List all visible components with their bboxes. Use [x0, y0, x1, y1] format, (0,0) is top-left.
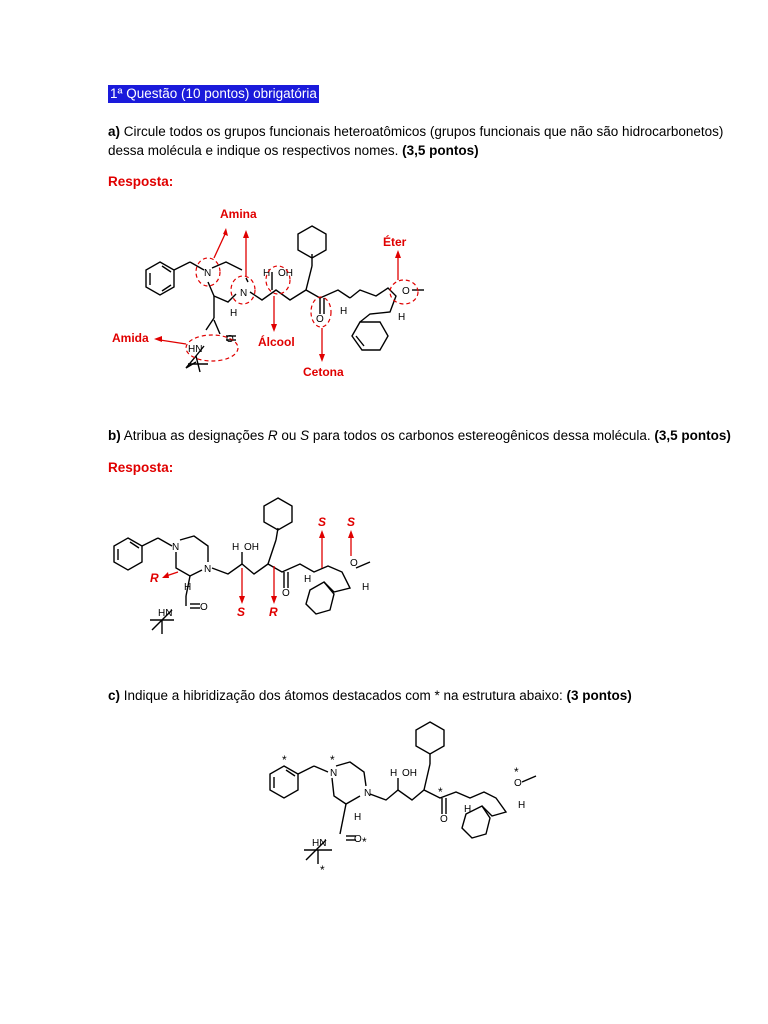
atom-c-h1: H	[390, 768, 398, 779]
molecule-c-bonds	[270, 722, 536, 864]
star-2: *	[330, 753, 335, 767]
part-b-text-pre: Atribua as designações	[120, 428, 268, 443]
atom-c-h4: H	[518, 800, 526, 811]
atom-b-o-ether: O	[350, 558, 358, 569]
label-eter: Éter	[383, 235, 407, 249]
atom-c-hn: HN	[312, 838, 327, 849]
atom-b-oh: OH	[244, 542, 259, 553]
atom-b-h3: H	[304, 574, 312, 585]
atom-b-hn: HN	[158, 608, 173, 619]
part-b-s: S	[300, 428, 310, 443]
atom-c-h3: H	[464, 804, 472, 815]
part-c-letter: c)	[108, 688, 121, 703]
label-amina: Amina	[220, 207, 257, 221]
atom-b-h1: H	[232, 542, 240, 553]
part-b-text-post: para todos os carbonos estereogênicos dessa molécula.	[309, 428, 655, 443]
part-b-points: (3,5 pontos)	[654, 428, 731, 443]
star-4: *	[514, 765, 519, 779]
atom-c-n2: N	[364, 788, 372, 799]
label-cetona: Cetona	[303, 365, 344, 379]
atom-b-h4: H	[362, 582, 370, 593]
atom-b-n2: N	[204, 564, 212, 575]
part-b-r: R	[267, 428, 278, 443]
atom-h2: H	[230, 308, 238, 319]
atom-c-o-amide: O	[354, 834, 362, 845]
part-a-resposta: Resposta:	[108, 174, 174, 189]
star-1: *	[282, 753, 287, 767]
atom-c-n1: N	[330, 768, 338, 779]
molecule-c-atoms	[312, 768, 525, 849]
atom-n1: N	[204, 268, 212, 279]
atom-b-n1: N	[172, 542, 180, 553]
atom-b-o-amide: O	[200, 602, 208, 613]
star-6: *	[320, 863, 325, 877]
cyclohexyl-ring-c	[416, 722, 444, 754]
part-c-points: (3 pontos)	[566, 688, 632, 703]
stereo-label-4: S	[318, 515, 327, 529]
atom-oh: OH	[278, 268, 293, 279]
atom-b-o-ketone: O	[282, 588, 290, 599]
part-b-resposta: Resposta:	[108, 460, 174, 475]
atom-c-oh: OH	[402, 768, 417, 779]
star-5: *	[362, 835, 367, 849]
label-alcool: Álcool	[258, 335, 295, 349]
atom-n2: N	[240, 288, 248, 299]
atom-o-ketone: O	[316, 314, 324, 325]
atom-h1: H	[263, 268, 271, 279]
stereo-label-3: R	[269, 605, 278, 619]
atom-hn: HN	[188, 344, 203, 355]
atom-o-amide: O	[226, 334, 234, 345]
atom-o-ether: O	[402, 286, 410, 297]
atom-c-h2: H	[354, 812, 362, 823]
atom-h4: H	[398, 312, 406, 323]
stereo-label-1: R	[150, 571, 159, 585]
part-c-text: Indique a hibridização dos átomos destacados com * na estrutura abaixo:	[120, 688, 567, 703]
stereo-label-5: S	[347, 515, 356, 529]
atom-c-o-ether: O	[514, 778, 522, 789]
atom-b-h2: H	[184, 582, 192, 593]
part-a-text1: Circule todos os grupos funcionais heteroatômicos (grupos funcionais que não são hidrocarbonetos)	[120, 124, 724, 139]
part-b-letter: b)	[108, 428, 121, 443]
part-a-text2: dessa molécula e indique os respectivos nomes.	[108, 143, 403, 158]
stereo-label-2: S	[237, 605, 246, 619]
atom-h3: H	[340, 306, 348, 317]
star-3: *	[438, 785, 443, 799]
part-a-points: (3,5 pontos)	[402, 143, 479, 158]
atom-c-o-ketone: O	[440, 814, 448, 825]
label-amida: Amida	[112, 331, 149, 345]
part-b-ou: ou	[277, 428, 301, 443]
question-title: 1ª Questão (10 pontos) obrigatória	[110, 86, 317, 101]
part-a-letter: a)	[108, 124, 121, 139]
